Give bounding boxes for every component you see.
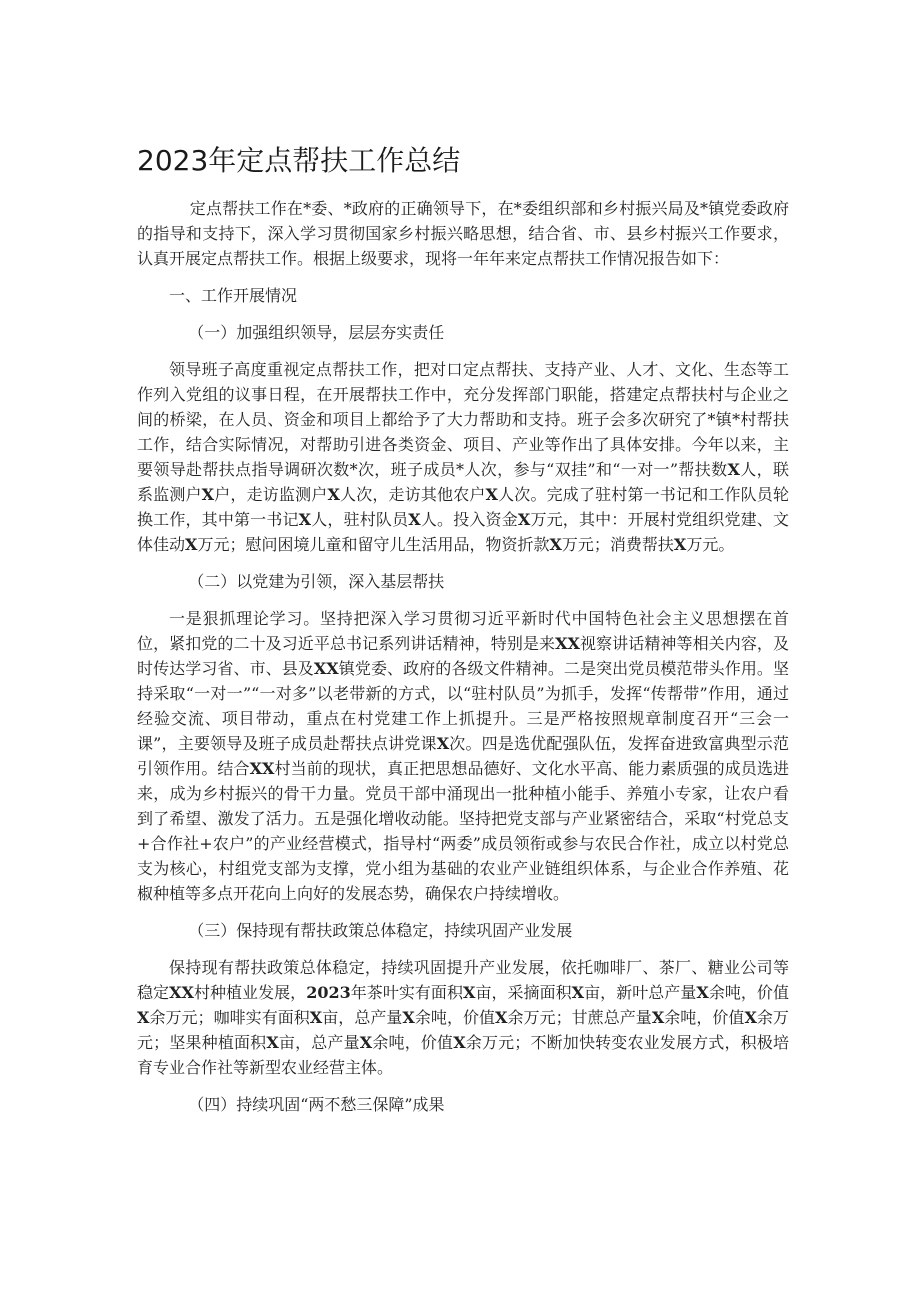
subsection-heading-4: （四）持续巩固“两不愁三保障”成果 (188, 1095, 445, 1114)
subsection-paragraph-3: 保持现有帮扶政策总体稳定，持续巩固提升产业发展，依托咖啡厂、茶厂、糖业公司等稳定XX村种植业发展，2023年茶叶实有面积X亩，采摘面积X亩，新叶总产量X余吨，价值X余万元；咖啡实有面积X亩，总产量X余吨，价值X余万元；甘蔗总产量X余吨，价值X余万元；坚果种植面积X亩，总产量X余吨，价值X余万元；不断加快转变农业发展方式，积极培育专业合作社等新型农业经营主体。 (137, 958, 789, 1077)
intro-paragraph: 定点帮扶工作在*委、*政府的正确领导下，在*委组织部和乡村振兴局及*镇党委政府的指导和支持下，深入学习贯彻国家乡村振兴略思想，结合省、市、县乡村振兴工作要求，认真开展定点帮扶工作。根据上级要求，现将一年年来定点帮扶工作情况报告如下： (137, 199, 789, 268)
subsection-paragraph-1: 领导班子高度重视定点帮扶工作，把对口定点帮扶、支持产业、人才、文化、生态等工作列入党组的议事日程，在开展帮扶工作中，充分发挥部门职能，搭建定点帮扶村与企业之间的桥梁，在人员、资金和项目上都给予了大力帮助和支持。班子会多次研究了*镇*村帮扶工作，结合实际情况，对帮助引进各类资金、项目、产业等作出了具体安排。今年以来，主要领导赴帮扶点指导调研次数*次，班子成员*人次，参与“双挂”和“一对一”帮扶数X人，联系监测户X户，走访监测户X人次，走访其他农户X人次。完成了驻村第一书记和工作队员轮换工作，其中第一书记X人，驻村队员X人。投入资金X万元，其中：开展村党组织党建、文体佳动X万元；慰问困境儿童和留守儿生活用品，物资折款X万元；消费帮扶X万元。 (137, 360, 789, 554)
subsection-heading-3: （三）保持现有帮扶政策总体稳定，持续巩固产业发展 (188, 921, 573, 940)
document-body (137, 196, 789, 1129)
subsection-heading-1: （一）加强组织领导，层层夯实责任 (188, 323, 445, 342)
subsection-paragraph-2: 一是狠抓理论学习。坚持把深入学习贯彻习近平新时代中国特色社会主义思想摆在首位，紧扣党的二十及习近平总书记系列讲话精神，特别是来XX视察讲话精神等相关内容，及时传达学习省、市、县及XX镇党委、政府的各级文件精神。二是突出党员模范带头作用。坚持采取“一对一”“一对多”以老带新的方式，以“驻村队员”为抓手，发挥“传帮带”作用，通过经验交流、项目带动，重点在村党建工作上抓提升。三是严格按照规章制度召开“三会一课”，主要领导及班子成员赴帮扶点讲党课X次。四是选优配强队伍，发挥奋进致富典型示范引领作用。结合XX村当前的现状，真正把思想品德好、文化水平高、能力素质强的成员选进来，成为乡村振兴的骨干力量。党员干部中涌现出一批种植小能手、养殖小专家，让农户看到了希望、激发了活力。五是强化增收动能。坚持把党支部与产业紧密结合，采取“村党总支+合作社+农户”的产业经营模式，指导村“两委”成员领衔或参与农民合作社，成立以村党总支为核心，村组党支部为支撑，党小组为基础的农业产业链组织体系，与企业合作养殖、花椒种植等多点开花向上向好的发展态势，确保农户持续增收。 (137, 609, 789, 903)
section-heading-1: 一、工作开展情况 (169, 286, 298, 305)
subsection-heading-2: （二）以党建为引领，深入基层帮扶 (188, 572, 445, 591)
document-title: 2023年定点帮扶工作总结 (137, 144, 461, 177)
